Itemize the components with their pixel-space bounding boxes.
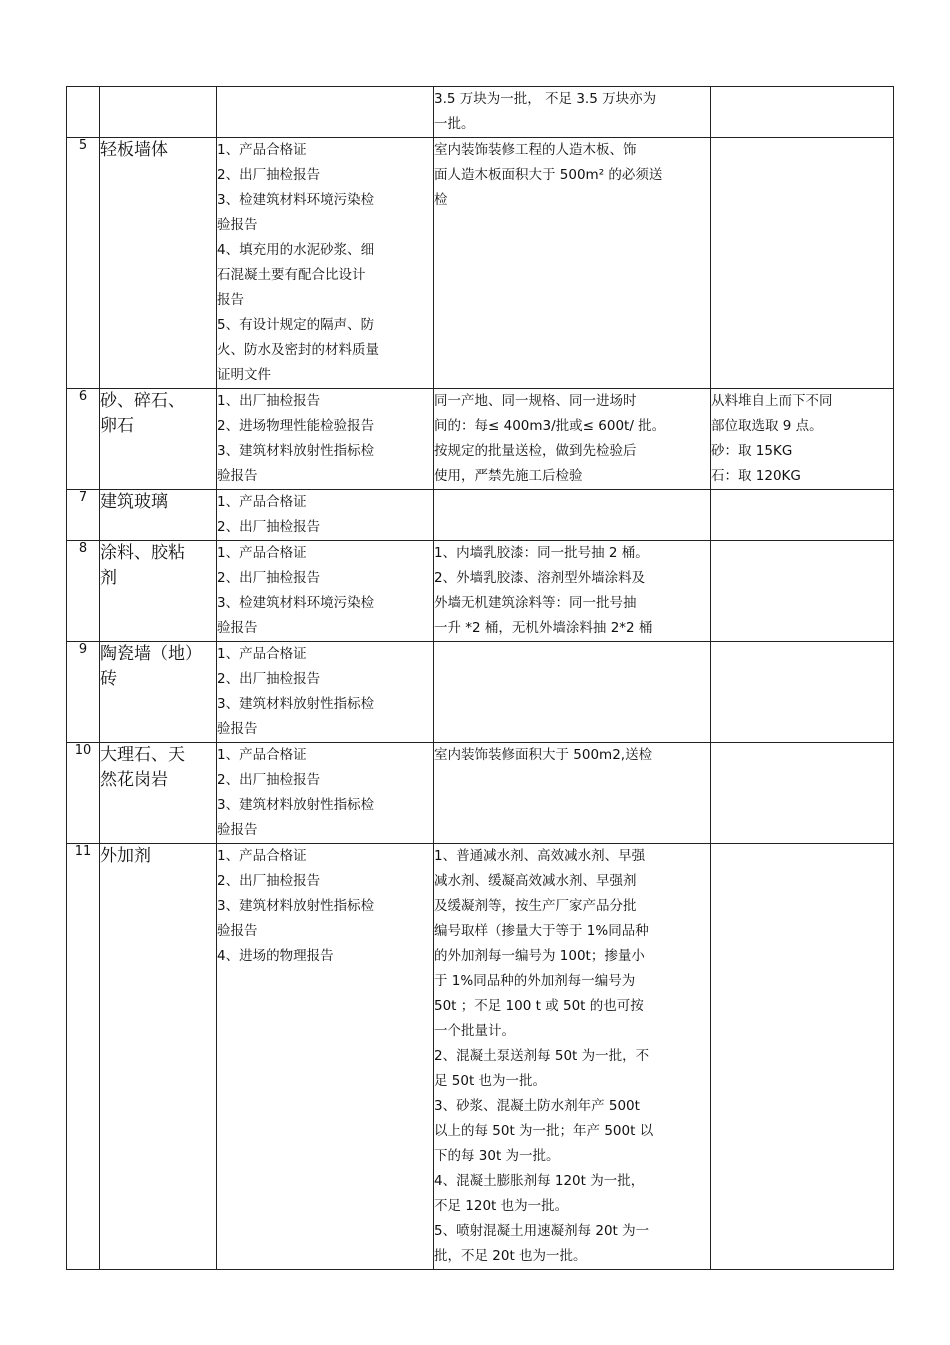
- cell-text-line: 1、产品合格证: [217, 494, 307, 510]
- cell-text-line: 验报告: [217, 468, 258, 484]
- row-number: 5: [67, 138, 100, 389]
- table-row: [67, 490, 894, 541]
- cell-text-line: 石：取 120KG: [711, 468, 801, 484]
- cell-text-line: 3、检建筑材料环境污染检: [217, 192, 375, 208]
- cell-text-line: 批，不足 20t 也为一批。: [434, 1248, 587, 1264]
- table-row: [67, 389, 894, 490]
- table-row: [67, 541, 894, 642]
- table-row: [67, 642, 894, 743]
- row-number: 9: [67, 642, 100, 743]
- inspection-table: [66, 86, 894, 1270]
- sampling-method: [711, 389, 894, 490]
- material-name: [100, 642, 217, 743]
- cell-text-line: 间的：每≤ 400m3/批或≤ 600t/ 批。: [434, 418, 666, 434]
- cell-text-line: 5、有设计规定的隔声、防: [217, 317, 375, 333]
- cell-text-line: 一个批量计。: [434, 1023, 515, 1039]
- cell-text-line: 以上的每 50t 为一批；年产 500t 以: [434, 1123, 654, 1139]
- required-documents: [217, 138, 434, 389]
- cell-text-line: 一批。: [434, 116, 475, 132]
- cell-text-line: 2、出厂抽检报告: [217, 873, 321, 889]
- batch-rule: [434, 642, 711, 743]
- cell-text-line: 建筑玻璃: [100, 492, 168, 512]
- cell-text-line: 3、砂浆、混凝土防水剂年产 500t: [434, 1098, 640, 1114]
- batch-rule: [434, 844, 711, 1270]
- cell-text-line: 2、出厂抽检报告: [217, 570, 321, 586]
- material-name: [100, 389, 217, 490]
- batch-rule: [434, 138, 711, 389]
- cell-text-line: 4、混凝土膨胀剂每 120t 为一批，: [434, 1173, 645, 1189]
- cell-text-line: 2、混凝土泵送剂每 50t 为一批，不: [434, 1048, 650, 1064]
- cell-text-line: 使用，严禁先施工后检验: [434, 468, 583, 484]
- cell-text-line: 检: [434, 192, 448, 208]
- material-name: [100, 87, 217, 138]
- cell-text-line: 验报告: [217, 923, 258, 939]
- row-number: 6: [67, 389, 100, 490]
- cell-text-line: 1、产品合格证: [217, 545, 307, 561]
- cell-text-line: 1、普通减水剂、高效减水剂、早强: [434, 848, 646, 864]
- cell-text-line: 1、产品合格证: [217, 646, 307, 662]
- material-name: [100, 844, 217, 1270]
- row-number: [67, 87, 100, 138]
- batch-rule: [434, 389, 711, 490]
- cell-text-line: 2、出厂抽检报告: [217, 772, 321, 788]
- material-name: [100, 490, 217, 541]
- cell-text-line: 验报告: [217, 822, 258, 838]
- cell-text-line: 3、建筑材料放射性指标检: [217, 443, 375, 459]
- cell-text-line: 剂: [100, 568, 117, 588]
- cell-text-line: 1、产品合格证: [217, 142, 307, 158]
- cell-text-line: 1、产品合格证: [217, 848, 307, 864]
- batch-rule: [434, 541, 711, 642]
- table-row: [67, 743, 894, 844]
- cell-text-line: 石混凝土要有配合比设计: [217, 267, 366, 283]
- cell-text-line: 减水剂、缓凝高效减水剂、早强剂: [434, 873, 637, 889]
- cell-text-line: 火、防水及密封的材料质量: [217, 342, 379, 358]
- cell-text-line: 于 1%同品种的外加剂每一编号为: [434, 973, 636, 989]
- cell-text-line: 砖: [100, 669, 117, 689]
- cell-text-line: 2、出厂抽检报告: [217, 167, 321, 183]
- cell-text-line: 按规定的批量送检，做到先检验后: [434, 443, 637, 459]
- cell-text-line: 砂：取 15KG: [711, 443, 793, 459]
- required-documents: [217, 541, 434, 642]
- cell-text-line: 验报告: [217, 721, 258, 737]
- cell-text-line: 2、出厂抽检报告: [217, 519, 321, 535]
- cell-text-line: 外墙无机建筑涂料等：同一批号抽: [434, 595, 637, 611]
- required-documents: [217, 87, 434, 138]
- cell-text-line: 大理石、天: [100, 745, 185, 765]
- cell-text-line: 1、出厂抽检报告: [217, 393, 321, 409]
- cell-text-line: 一升 *2 桶，无机外墙涂料抽 2*2 桶: [434, 620, 653, 636]
- batch-rule: [434, 743, 711, 844]
- required-documents: [217, 389, 434, 490]
- cell-text-line: 3、建筑材料放射性指标检: [217, 797, 375, 813]
- cell-text-line: 涂料、胶粘: [100, 543, 185, 563]
- cell-text-line: 3、检建筑材料环境污染检: [217, 595, 375, 611]
- sampling-method: [711, 642, 894, 743]
- cell-text-line: 卵石: [100, 416, 134, 436]
- cell-text-line: 3.5 万块为一批， 不足 3.5 万块亦为: [434, 91, 657, 107]
- cell-text-line: 陶瓷墙（地）: [100, 644, 202, 664]
- cell-text-line: 1、内墙乳胶漆：同一批号抽 2 桶。: [434, 545, 649, 561]
- cell-text-line: 报告: [217, 292, 244, 308]
- sampling-method: [711, 87, 894, 138]
- cell-text-line: 验报告: [217, 620, 258, 636]
- sampling-method: [711, 490, 894, 541]
- table-row: [67, 87, 894, 138]
- cell-text-line: 2、出厂抽检报告: [217, 671, 321, 687]
- cell-text-line: 不足 120t 也为一批。: [434, 1198, 569, 1214]
- cell-text-line: 2、进场物理性能检验报告: [217, 418, 375, 434]
- cell-text-line: 下的每 30t 为一批。: [434, 1148, 560, 1164]
- batch-rule: [434, 87, 711, 138]
- cell-text-line: 面人造木板面积大于 500m² 的必须送: [434, 167, 663, 183]
- sampling-method: [711, 743, 894, 844]
- sampling-method: [711, 541, 894, 642]
- cell-text-line: 2、外墙乳胶漆、溶剂型外墙涂料及: [434, 570, 646, 586]
- cell-text-line: 及缓凝剂等，按生产厂家产品分批: [434, 898, 637, 914]
- cell-text-line: 从料堆自上而下不同: [711, 393, 833, 409]
- cell-text-line: 部位取选取 9 点。: [711, 418, 823, 434]
- cell-text-line: 的外加剂每一编号为 100t；掺量小: [434, 948, 645, 964]
- cell-text-line: 4、进场的物理报告: [217, 948, 334, 964]
- required-documents: [217, 743, 434, 844]
- cell-text-line: 然花岗岩: [100, 770, 168, 790]
- row-number: 11: [67, 844, 100, 1270]
- cell-text-line: 4、填充用的水泥砂浆、细: [217, 242, 375, 258]
- material-name: [100, 541, 217, 642]
- cell-text-line: 足 50t 也为一批。: [434, 1073, 547, 1089]
- cell-text-line: 验报告: [217, 217, 258, 233]
- table-row: [67, 844, 894, 1270]
- sampling-method: [711, 138, 894, 389]
- cell-text-line: 1、产品合格证: [217, 747, 307, 763]
- material-name: [100, 138, 217, 389]
- cell-text-line: 室内装饰装修工程的人造木板、饰: [434, 142, 637, 158]
- cell-text-line: 3、建筑材料放射性指标检: [217, 696, 375, 712]
- material-name: [100, 743, 217, 844]
- required-documents: [217, 642, 434, 743]
- cell-text-line: 50t ；不足 100 t 或 50t 的也可按: [434, 998, 644, 1014]
- cell-text-line: 同一产地、同一规格、同一进场时: [434, 393, 637, 409]
- cell-text-line: 外加剂: [100, 846, 151, 866]
- cell-text-line: 砂、碎石、: [100, 391, 185, 411]
- required-documents: [217, 844, 434, 1270]
- cell-text-line: 3、建筑材料放射性指标检: [217, 898, 375, 914]
- batch-rule: [434, 490, 711, 541]
- sampling-method: [711, 844, 894, 1270]
- row-number: 10: [67, 743, 100, 844]
- cell-text-line: 证明文件: [217, 367, 271, 383]
- cell-text-line: 轻板墙体: [100, 140, 168, 160]
- required-documents: [217, 490, 434, 541]
- row-number: 7: [67, 490, 100, 541]
- row-number: 8: [67, 541, 100, 642]
- cell-text-line: 5、喷射混凝土用速凝剂每 20t 为一: [434, 1223, 650, 1239]
- table-row: [67, 138, 894, 389]
- cell-text-line: 室内装饰装修面积大于 500m2,送检: [434, 747, 653, 763]
- cell-text-line: 编号取样（掺量大于等于 1%同品种: [434, 923, 649, 939]
